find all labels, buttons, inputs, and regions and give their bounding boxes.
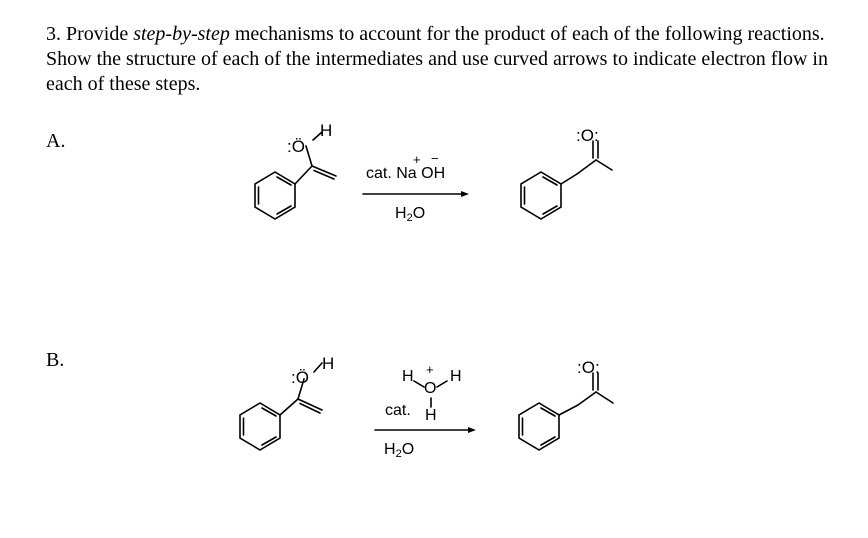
part-a-product-ring	[521, 172, 561, 219]
question-emphasis: step-by-step	[133, 23, 230, 45]
part-b-water-h: H	[384, 441, 396, 458]
part-a-product-ring-bond	[561, 174, 577, 184]
part-b-acid-cat: cat.	[385, 402, 411, 419]
part-a-ring-to-enol	[295, 166, 312, 184]
part-a-water-sub: 2	[406, 212, 413, 224]
part-a-reactant-oxygen: :Ö	[287, 137, 305, 156]
part-a-reagent-plus: +	[413, 152, 421, 167]
part-a-product-oxygen: :O:	[576, 126, 599, 145]
part-a-product-methyl	[596, 160, 612, 170]
part-b-product-methyl	[596, 392, 613, 403]
part-b-ring-to-enol	[280, 399, 298, 415]
part-b-product-ring-bond	[559, 405, 578, 415]
part-b-reactant-oxygen: :Ö	[291, 368, 309, 387]
part-b-reactant-ring	[240, 403, 280, 450]
part-b-reagent-below	[384, 441, 414, 460]
part-a-label: A.	[46, 130, 66, 152]
part-a-c-o-bond	[306, 146, 312, 166]
part-b-water-o: O	[401, 441, 415, 458]
part-a-reactant-hydrogen: H	[320, 121, 333, 140]
part-b-acid-oxygen: O	[424, 380, 437, 397]
part-b-label: B.	[46, 349, 65, 371]
part-b-acid-right-h: H	[450, 368, 462, 385]
question-number: 3.	[46, 23, 61, 45]
part-a-reagent-minus: −	[431, 151, 439, 166]
part-b-product-ring	[519, 403, 559, 450]
part-b-acid-left-h: H	[402, 368, 414, 385]
part-a-reactant-ring	[255, 172, 295, 219]
question-text-part2: mechanisms to account for the product of each of the following reactions. Show the structure of each of the intermediates and use curved arrows to indicate electron flow in each of these steps.	[46, 23, 828, 95]
part-a-reagent-below	[395, 205, 425, 224]
part-b-acid-right-bond	[437, 381, 447, 387]
question-text-part1: Provide	[66, 23, 134, 45]
part-a-reagent-above: cat. Na OH	[366, 165, 446, 182]
part-b-acid-bottom-h: H	[425, 407, 437, 424]
part-b-acid-plus: +	[426, 362, 434, 377]
part-b-water-sub: 2	[395, 448, 402, 460]
part-a-water-o: O	[412, 205, 426, 222]
part-b-o-h-bond	[314, 363, 322, 372]
part-a-water-h: H	[395, 205, 407, 222]
part-b-reactant-hydrogen: H	[322, 354, 335, 373]
part-b-acid-left-bond	[414, 381, 424, 387]
part-b-product-ketone-bond	[578, 392, 596, 405]
part-a-product-ketone-bond	[577, 160, 596, 174]
part-b-product-oxygen: :O:	[577, 358, 600, 377]
